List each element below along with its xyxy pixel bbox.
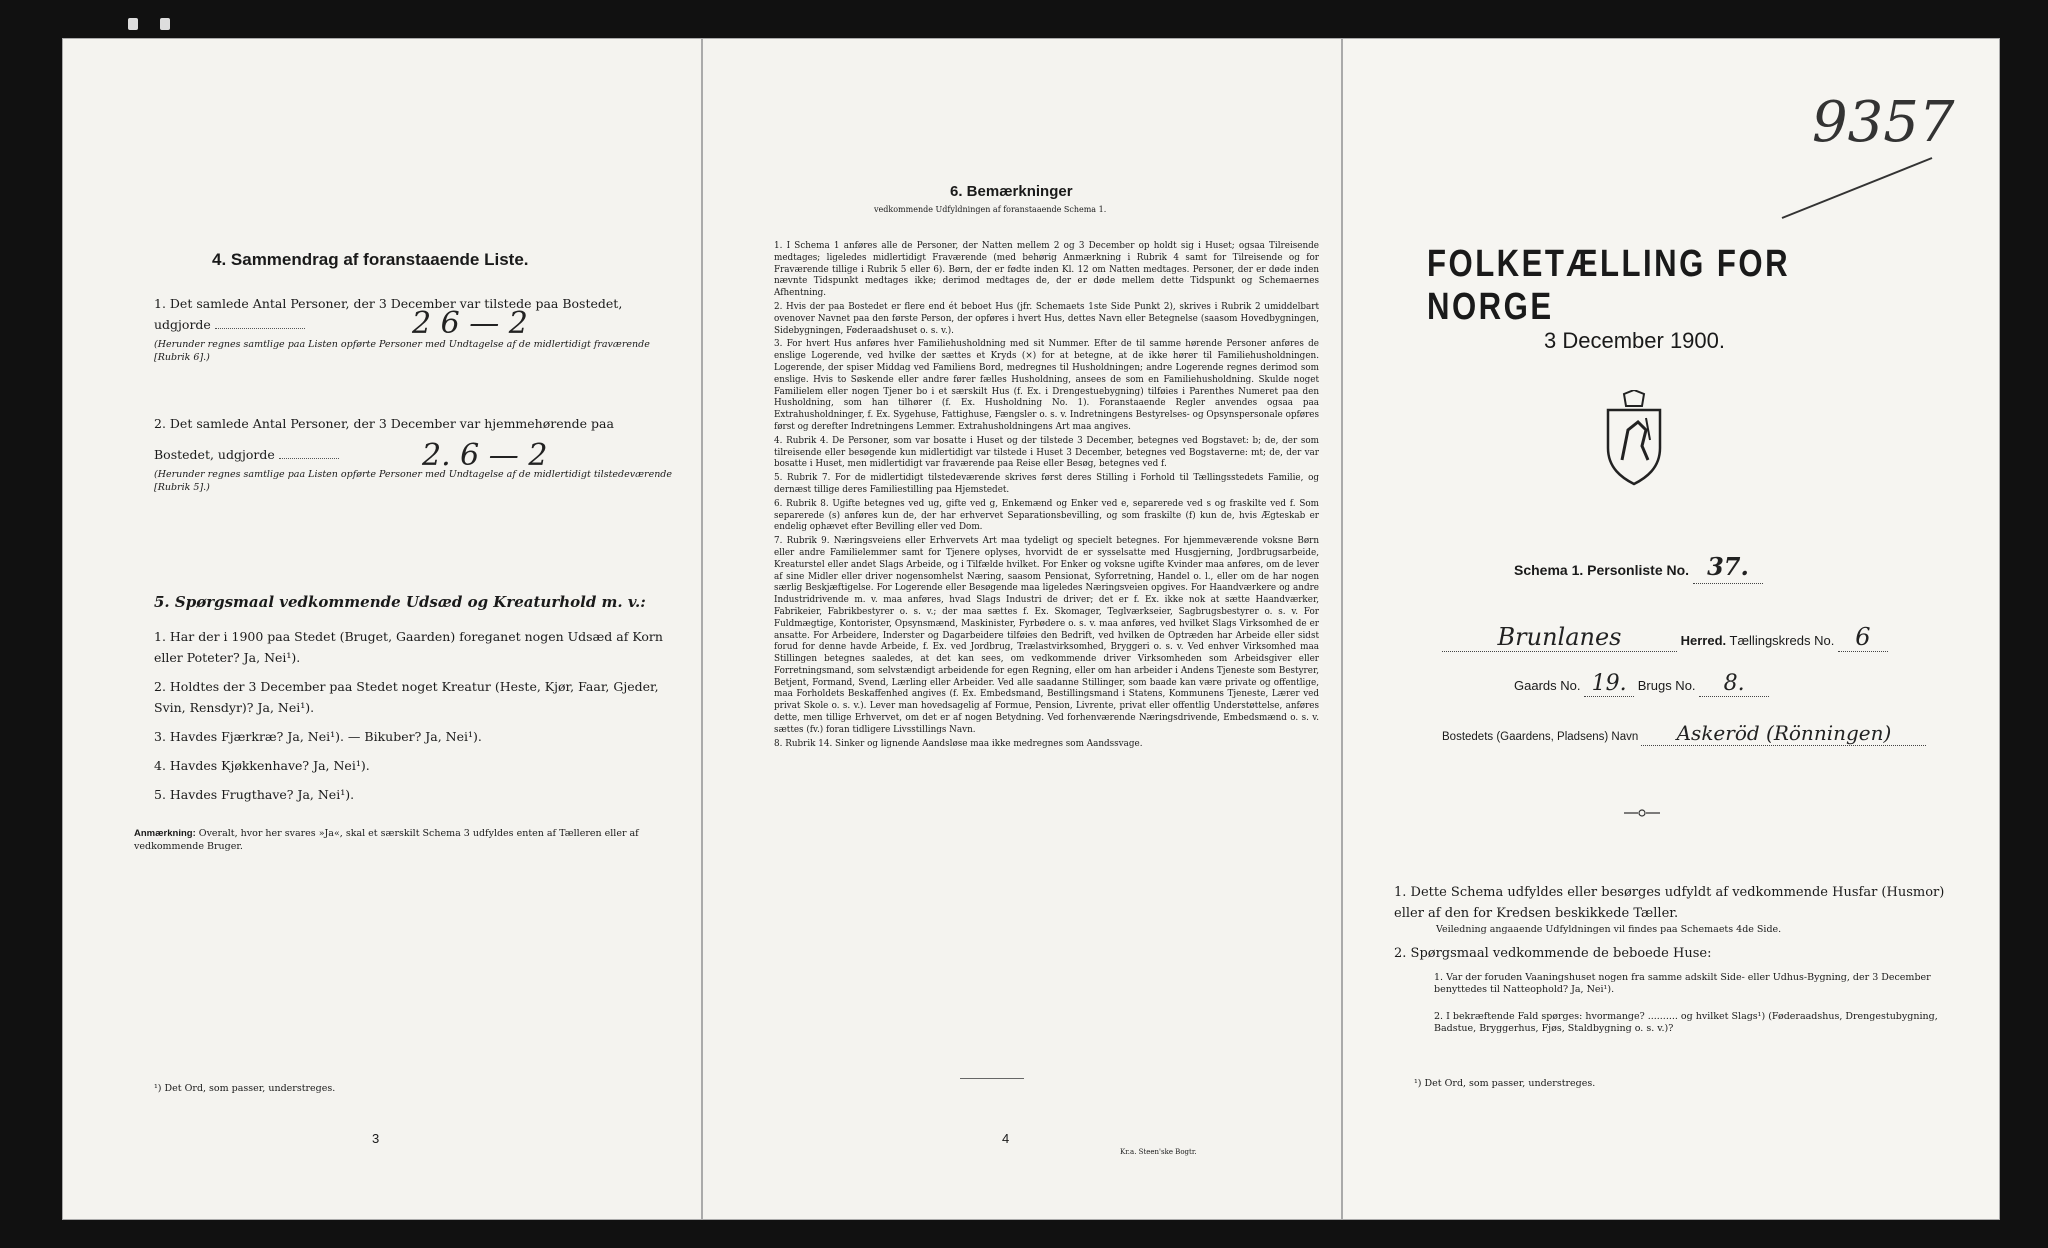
item2-note: (Herunder regnes samtlige paa Listen opførte Personer med Undtagelse af de midlertidigt tilstedeværende [Rubrik 5].) bbox=[154, 469, 673, 493]
bosted-label: Bostedets (Gaardens, Pladsens) Navn bbox=[1442, 731, 1639, 743]
gaards-label: Gaards No. bbox=[1514, 678, 1581, 693]
left-page-number: 3 bbox=[372, 1131, 380, 1146]
binding-mark bbox=[128, 18, 138, 30]
question-1: 1. Har der i 1900 paa Stedet (Bruget, Gaarden) foreganet nogen Udsæd af Korn eller Poteter? Ja, Nei¹). bbox=[154, 629, 663, 665]
remarks-title: 6. Bemærkninger bbox=[950, 183, 1073, 200]
coat-of-arms-icon bbox=[1602, 390, 1666, 486]
krets-value: 6 bbox=[1855, 623, 1871, 651]
item1-label: udgjorde bbox=[154, 317, 211, 332]
bosted-field bbox=[1641, 721, 1926, 746]
summary-item-2 bbox=[154, 413, 674, 494]
instruction-1-note: Veiledning angaaende Udfyldningen vil findes paa Schemaets 4de Side. bbox=[1436, 924, 1782, 935]
census-date: 3 December 1900. bbox=[1544, 328, 1725, 353]
brugs-field bbox=[1699, 671, 1769, 697]
bosted-value: Askeröd (Rönningen) bbox=[1676, 721, 1892, 745]
schema-line bbox=[1514, 548, 1763, 584]
middle-page-number: 4 bbox=[1002, 1131, 1010, 1146]
remark-text: Overalt, hvor her svares »Ja«, skal et særskilt Schema 3 udfyldes enten af Tælleren eller af vedkommende Bruger. bbox=[134, 828, 639, 852]
instruction-1: 1. Dette Schema udfyldes eller besørges udfyldt af vedkommende Husfar (Husmor) eller af den for Kredsen beskikkede Tæller. bbox=[1394, 885, 1945, 921]
bosted-line bbox=[1442, 721, 1982, 746]
brugs-label: Brugs No. bbox=[1637, 678, 1696, 693]
instruction-2-q1: 1. Var der foruden Vaaningshuset nogen fra samme adskilt Side- eller Udhus-Bygning, der 3 December benyttedes til Natteophold? Ja, Nei¹). bbox=[1434, 971, 1931, 995]
printer-mark: Kr.a. Steen'ske Bogtr. bbox=[1120, 1148, 1197, 1156]
page-left bbox=[62, 38, 702, 1220]
instruction-2-q2: 2. I bekræftende Fald spørges: hvormange? .......... og hvilket Slags¹) (Føderaadshus, Drengestubygning, Badstue, Bryggerhus, Fjøs, Staldbygning o. s. v.)? bbox=[1434, 1010, 1938, 1034]
archive-number: 9357 bbox=[1812, 90, 1955, 155]
remark-paragraph: 1. I Schema 1 anføres alle de Personer, der Natten mellem 2 og 3 December op holdt sig i Huset; ogsaa Tilreisende medtages; ligeledes midlertidigt Fraværende (med behørig Anmærkning i Rubrik 4 samt for Tilreisende og for Fraværende tillige i Rubrik 5 eller 6). Børn, der er fødte inden Kl. 12 om Natten medtages. Personer, der er døde inden nævnte Tidspunkt medtages ikke; derimod medtages de, der er døde mellem dette Tidspunkt og Schemaernes Afhentning. bbox=[774, 241, 1319, 299]
item1-note: (Herunder regnes samtlige paa Listen opførte Personer med Undtagelse af de midlertidigt fraværende [Rubrik 6].) bbox=[154, 339, 650, 363]
gaards-line bbox=[1514, 671, 1769, 697]
gaards-value: 19. bbox=[1591, 671, 1627, 696]
remark-paragraph: 7. Rubrik 9. Næringsveiens eller Erhvervets Art maa tydeligt og specielt betegnes. For hjemmeværende voksne Børn eller andre Familielemmer samt for Tjenere oplyses, hvorvidt de er sysselsatte med Husgjerning, Jordbrugsarbeide, Kreaturstel eller andet Slags Arbeide, og i Tilfælde hvilket. For Enker og voksne ugifte Kvinder maa anføres, om de lever af sine Midler eller driver nogensomhelst Næring, saasom Pensionat, Syforretning, Handel o. l., eller om de har nogen særlig Beskjæftigelse. For Logerende eller Besøgende maa ligeledes Næringsveien opgives. For Haandværkere og andre Industridrivende m. v. maa anføres, hvad Slags Industri de driver; det er f. Ex. ikke nok at sætte Haandværker, Fabrikeier, Fabrikbestyrer o. s. v.; der maa sættes f. Ex. Skomager, Teglværkseier, Sagbrugsbestyrer o. s. v. For Fuldmægtige, Kontorister, Opsynsmænd, Maskinister, Fyrbødere o. s. v. maa anføres, ved hvilket Slags Virksomhed de er ansatte. For Arbeidere, Inderster og Dagarbeidere tilføies den Bedrift, ved hvilken de Optræden har Arbeide eller sidst forud for denne havde Arbeide, f. Ex. ved Jordbrug, Trælastvirksomhed, Bryggeri o. s. v. Ved enhver Virksomhed maa Stillingen betegnes saaledes, at det kan sees, om vedkommende driver Virksomheden som Arbeidsgiver eller Forretningsmand, som selvstændigt arbeidende for egen Regning, eller om han arbeider i Andens Tjeneste som Bestyrer, Betjent, Formand, Svend, Lærling eller Arbeider. Ved alle saadanne Stillinger, som baade kan være private og offentlige, maa Forholdets Beskaffenhed angives (f. Ex. Embedsmand, Bestillingsmand i Statens, Kommunens Tjeneste, Lærer ved privat Skole o. s. v.). Lever man hovedsagelig af Formue, Pension, Livrente, privat eller offentlig Understøttelse, anføres dette, men tillige Erhvervet, om det er af nogen Betydning. Ved forhenværende Næringsdrivende, Embedsmænd o. s. v. sættes (fv.) foran tidligere Livsstillings Navn. bbox=[774, 536, 1319, 735]
instructions bbox=[1394, 882, 1954, 1036]
remark-paragraph: 3. For hvert Hus anføres hver Familiehusholdning med sit Nummer. Efter de til samme hørende Personer anføres de enslige Logerende, ved hvilke der sættes et Kryds (×) for at betegne, at de ikke hører til Familiehusholdningen. Logerende, der spiser Middag ved Familiens Bord, medregnes til Husholdningen; andre Logerende regnes derimod som enslige. Hvis to Søskende eller andre fører fælles Husholdning, ansees de som en Familiehusholdning. Skulde noget Familielem eller nogen Tjener bo i et særskilt Hus (f. Ex. i Drengestuebygning) tilføies i Parenthes Numeret paa den Husholdning, som han tilhører (f. Ex. Husholdning No. 1). Foranstaaende Regler anvendes ogsaa paa Extrahusholdninger, f. Ex. Sygehuse, Fattighuse, Fængsler o. s. v. Indretningens Bestyrelses- og Opsynspersonale opføres først og derefter Indretningens Lemmer. Extrahusholdningens Art maa angives. bbox=[774, 339, 1319, 432]
schema-number bbox=[1693, 548, 1763, 584]
herred-label: Herred. bbox=[1680, 633, 1727, 648]
question-4: 4. Havdes Kjøkkenhave? Ja, Nei¹). bbox=[154, 758, 370, 773]
archive-stroke bbox=[1772, 138, 1942, 228]
remark bbox=[134, 828, 694, 853]
item2-label: Bostedet, udgjorde bbox=[154, 447, 275, 462]
census-title: FOLKETÆLLING FOR NORGE bbox=[1427, 243, 1791, 328]
gaards-field bbox=[1584, 671, 1634, 697]
item1-handwritten-value: 2 6 — 2 bbox=[412, 306, 528, 341]
remark-paragraph: 6. Rubrik 8. Ugifte betegnes ved ug, gifte ved g, Enkemænd og Enker ved e, separerede ved s og fraskilte ved f. Som separerede (s) anføres kun de, der har erhvervet Separationsbevilling, og som fraskilte (f) kun de, hvis Ægteskab er endelig ophævet efter Bevilling eller ved Dom. bbox=[774, 498, 1319, 533]
right-footnote: ¹) Det Ord, som passer, understreges. bbox=[1414, 1078, 1596, 1089]
remark-label: Anmærkning: bbox=[134, 828, 196, 839]
question-2: 2. Holdtes der 3 December paa Stedet noget Kreatur (Heste, Kjør, Faar, Gjeder, Svin, Rensdyr)? Ja, Nei¹). bbox=[154, 679, 659, 715]
schema-label: Schema 1. Personliste No. bbox=[1514, 562, 1690, 578]
schema-number-value: 37. bbox=[1707, 552, 1749, 581]
page-right bbox=[1342, 38, 2000, 1220]
page-middle bbox=[702, 38, 1342, 1220]
krets-field bbox=[1838, 623, 1888, 652]
herred-field bbox=[1442, 623, 1677, 652]
binding-mark bbox=[160, 18, 170, 30]
section4-title: 4. Sammendrag af foranstaaende Liste. bbox=[212, 250, 529, 269]
question-5: 5. Havdes Frugthave? Ja, Nei¹). bbox=[154, 787, 355, 802]
herred-value: Brunlanes bbox=[1497, 623, 1622, 651]
instruction-2: 2. Spørgsmaal vedkommende de beboede Huse: bbox=[1394, 945, 1712, 961]
left-footnote: ¹) Det Ord, som passer, understreges. bbox=[154, 1083, 336, 1094]
remarks-subtitle: vedkommende Udfyldningen af foranstaaende Schema 1. bbox=[874, 205, 1107, 214]
krets-label: Tællingskreds No. bbox=[1729, 633, 1835, 648]
remark-paragraph: 2. Hvis der paa Bostedet er flere end ét beboet Hus (jfr. Schemaets 1ste Side Punkt 2), skrives i Rubrik 2 umiddelbart ovenover Navnet paa den første Person, der opføres i hvert Hus, dettes Navn eller Betegnelse (saasom Hovedbygningen, Sidebygningen, Føderaadshuset o. s. v.). bbox=[774, 301, 1319, 336]
remarks-list bbox=[774, 241, 1319, 752]
ornament-icon bbox=[1622, 806, 1662, 820]
item2-text: 2. Det samlede Antal Personer, der 3 December var hjemmehørende paa bbox=[154, 416, 614, 431]
divider bbox=[960, 1078, 1024, 1079]
brugs-value: 8. bbox=[1723, 671, 1745, 696]
item2-handwritten-value: 2. 6 — 2 bbox=[422, 438, 548, 473]
remark-paragraph: 5. Rubrik 7. For de midlertidigt tilstedeværende skrives først deres Stilling i Forhold til Tællingsstedets Familie, og dernæst tillige deres Familiestilling paa Hjemstedet. bbox=[774, 473, 1319, 495]
remark-paragraph: 4. Rubrik 4. De Personer, som var bosatte i Huset og der tilstede 3 December, betegnes ved Bogstavet: b; de, der som tilreisende eller besøgende kun midlertidigt var tilstede i Huset 3 December, betegnes ved Bogstaverne: mt; de, der var bosatte i Huset, men midlertidigt var fraværende paa Reise eller Besøg, betegnes ved f. bbox=[774, 435, 1319, 470]
remark-paragraph: 8. Rubrik 14. Sinker og lignende Aandsløse maa ikke medregnes som Aandssvage. bbox=[774, 738, 1143, 749]
question-3: 3. Havdes Fjærkræ? Ja, Nei¹). — Bikuber? Ja, Nei¹). bbox=[154, 729, 482, 744]
item1-text: 1. Det samlede Antal Personer, der 3 December var tilstede paa Bostedet, bbox=[154, 296, 623, 311]
herred-line bbox=[1442, 623, 1962, 652]
section5-questions bbox=[154, 626, 684, 805]
section5-title: 5. Spørgsmaal vedkommende Udsæd og Kreaturhold m. v.: bbox=[154, 593, 646, 611]
